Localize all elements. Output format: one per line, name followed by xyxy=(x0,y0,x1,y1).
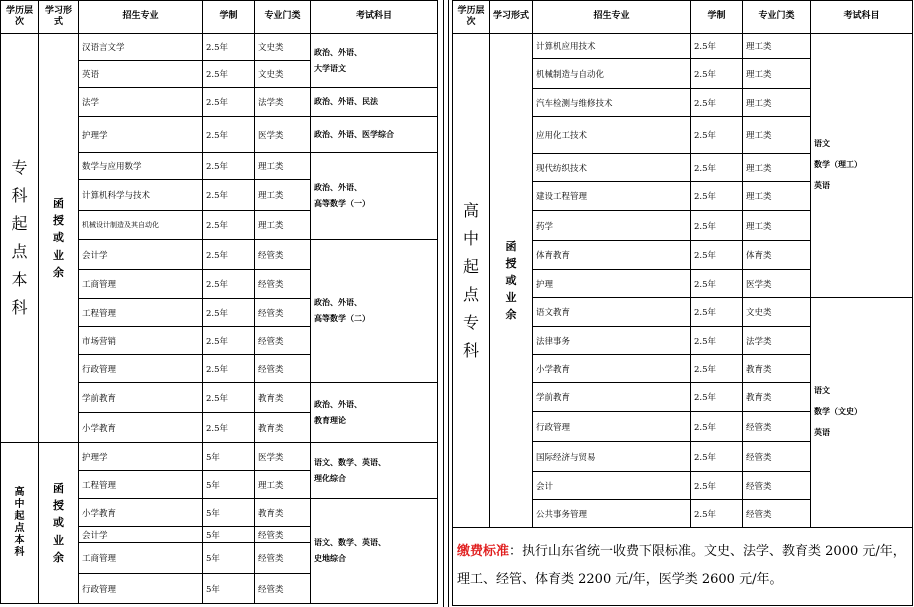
fee-cell xyxy=(453,528,913,606)
category-cell: 体育类 xyxy=(743,241,811,270)
exam-line: 语文、数学、英语、 xyxy=(314,538,386,547)
major-cell: 会计 xyxy=(533,472,691,500)
category-cell: 教育类 xyxy=(743,383,811,412)
exam-line: 教育理论 xyxy=(314,415,346,425)
major-cell: 建设工程管理 xyxy=(533,182,691,211)
years-cell: 2.5年 xyxy=(203,240,255,270)
years-cell: 2.5年 xyxy=(203,383,255,413)
exam-cell xyxy=(311,153,438,240)
level-label: 高中起点专科 xyxy=(463,200,480,360)
major-cell: 护理学 xyxy=(79,117,203,153)
header-major: 招生专业 xyxy=(533,1,691,34)
exam-line: 政治、外语、 xyxy=(314,47,362,57)
category-cell: 理工类 xyxy=(255,471,311,499)
major-cell: 计算机应用技术 xyxy=(533,34,691,59)
years-cell: 2.5年 xyxy=(691,241,743,270)
header-years: 学制 xyxy=(691,1,743,34)
header-category: 专业门类 xyxy=(743,1,811,34)
header-level: 学历层次 xyxy=(453,1,490,34)
major-cell: 法律事务 xyxy=(533,327,691,355)
header-exam: 考试科目 xyxy=(811,1,913,34)
major-cell: 数学与应用数学 xyxy=(79,153,203,180)
exam-cell xyxy=(811,34,913,298)
major-cell: 小学教育 xyxy=(533,355,691,383)
years-cell: 2.5年 xyxy=(203,153,255,180)
years-cell: 2.5年 xyxy=(203,34,255,61)
major-cell: 护理 xyxy=(533,270,691,298)
category-cell: 理工类 xyxy=(743,211,811,241)
exam-line: 语文 xyxy=(814,139,830,149)
fee-row xyxy=(453,528,913,606)
major-cell: 药学 xyxy=(533,211,691,241)
major-cell: 行政管理 xyxy=(79,355,203,383)
table-row xyxy=(1,34,438,61)
years-cell: 5年 xyxy=(203,499,255,527)
level-label: 专科起点本科 xyxy=(11,158,28,317)
years-cell: 2.5年 xyxy=(691,500,743,528)
years-cell: 5年 xyxy=(203,543,255,574)
exam-line: 英语 xyxy=(814,180,830,190)
header-level: 学历层次 xyxy=(1,1,39,34)
major-cell: 工商管理 xyxy=(79,543,203,574)
exam-line: 政治、外语、 xyxy=(314,183,362,192)
major-cell: 学前教育 xyxy=(79,383,203,413)
major-cell: 会计学 xyxy=(79,240,203,270)
major-cell: 工商管理 xyxy=(79,270,203,299)
exam-cell xyxy=(311,443,438,499)
exam-line: 理化综合 xyxy=(314,473,346,483)
category-cell: 经管类 xyxy=(743,500,811,528)
major-cell: 学前教育 xyxy=(533,383,691,412)
category-cell: 医学类 xyxy=(255,443,311,471)
major-cell: 汽车检测与维修技术 xyxy=(533,89,691,117)
category-cell: 教育类 xyxy=(743,355,811,383)
right-admission-table xyxy=(452,0,913,606)
category-cell: 理工类 xyxy=(743,182,811,211)
exam-line: 语文、数学、英语、 xyxy=(314,457,386,467)
header-exam: 考试科目 xyxy=(311,1,438,34)
exam-cell xyxy=(311,240,438,383)
mode-cell xyxy=(39,34,79,443)
category-cell: 理工类 xyxy=(255,153,311,180)
header-mode: 学习形式 xyxy=(490,1,533,34)
years-cell: 2.5年 xyxy=(691,89,743,117)
exam-cell: 政治、外语、民法 xyxy=(311,88,438,117)
years-cell: 2.5年 xyxy=(691,442,743,472)
category-cell: 理工类 xyxy=(743,89,811,117)
major-cell: 行政管理 xyxy=(79,574,203,604)
category-cell: 文史类 xyxy=(255,34,311,61)
major-cell: 机械设计制造及其自动化 xyxy=(79,211,203,240)
major-cell: 小学教育 xyxy=(79,413,203,443)
years-cell: 2.5年 xyxy=(203,355,255,383)
years-cell: 2.5年 xyxy=(691,34,743,59)
fee-text: ：执行山东省统一收费下限标准。文史、法学、教育类 2000 元/年，理工、经管、体育类 2200 元/年，医学类 2600 元/年。 xyxy=(457,544,906,587)
major-cell: 行政管理 xyxy=(533,412,691,442)
category-cell: 经管类 xyxy=(255,240,311,270)
major-cell: 现代纺织技术 xyxy=(533,154,691,182)
years-cell: 5年 xyxy=(203,471,255,499)
years-cell: 5年 xyxy=(203,574,255,604)
category-cell: 经管类 xyxy=(255,355,311,383)
years-cell: 5年 xyxy=(203,443,255,471)
level-cell xyxy=(1,34,39,443)
major-cell: 工程管理 xyxy=(79,471,203,499)
right-header-row xyxy=(453,1,913,34)
years-cell: 2.5年 xyxy=(203,88,255,117)
category-cell: 经管类 xyxy=(255,527,311,543)
exam-line: 语文 xyxy=(814,386,830,396)
header-mode: 学习形式 xyxy=(39,1,79,34)
major-cell: 体育教育 xyxy=(533,241,691,270)
page-divider xyxy=(443,0,449,607)
category-cell: 教育类 xyxy=(255,383,311,413)
category-cell: 法学类 xyxy=(743,327,811,355)
years-cell: 2.5年 xyxy=(691,211,743,241)
category-cell: 文史类 xyxy=(743,298,811,327)
mode-cell xyxy=(39,443,79,604)
exam-line: 政治、外语、 xyxy=(314,298,362,307)
major-cell: 英语 xyxy=(79,61,203,88)
category-cell: 教育类 xyxy=(255,413,311,443)
category-cell: 法学类 xyxy=(255,88,311,117)
level-cell xyxy=(453,34,490,528)
years-cell: 2.5年 xyxy=(203,61,255,88)
years-cell: 2.5年 xyxy=(203,413,255,443)
category-cell: 理工类 xyxy=(743,117,811,154)
years-cell: 5年 xyxy=(203,527,255,543)
exam-cell: 政治、外语、医学综合 xyxy=(311,117,438,153)
years-cell: 2.5年 xyxy=(203,270,255,299)
years-cell: 2.5年 xyxy=(691,383,743,412)
major-cell: 语文教育 xyxy=(533,298,691,327)
mode-label: 函授或业余 xyxy=(505,239,517,322)
major-cell: 汉语言文学 xyxy=(79,34,203,61)
major-cell: 小学教育 xyxy=(79,499,203,527)
exam-line: 数学（文史） xyxy=(814,407,862,417)
major-cell: 护理学 xyxy=(79,443,203,471)
header-major: 招生专业 xyxy=(79,1,203,34)
years-cell: 2.5年 xyxy=(203,211,255,240)
header-years: 学制 xyxy=(203,1,255,34)
table-row xyxy=(453,34,913,59)
category-cell: 医学类 xyxy=(743,270,811,298)
years-cell: 2.5年 xyxy=(203,117,255,153)
exam-line: 大学语文 xyxy=(314,63,346,73)
category-cell: 经管类 xyxy=(255,574,311,604)
exam-cell xyxy=(811,298,913,528)
exam-line: 数学（理工） xyxy=(814,160,862,170)
mode-cell xyxy=(490,34,533,528)
exam-line: 政治、外语、 xyxy=(314,399,362,409)
major-cell: 法学 xyxy=(79,88,203,117)
left-admission-table xyxy=(0,0,438,604)
category-cell: 理工类 xyxy=(743,34,811,59)
category-cell: 经管类 xyxy=(255,299,311,327)
years-cell: 2.5年 xyxy=(203,327,255,355)
left-header-row xyxy=(1,1,438,34)
exam-line: 高等数学（一） xyxy=(314,199,370,208)
years-cell: 2.5年 xyxy=(691,472,743,500)
header-category: 专业门类 xyxy=(255,1,311,34)
major-cell: 工程管理 xyxy=(79,299,203,327)
category-cell: 经管类 xyxy=(255,543,311,574)
category-cell: 经管类 xyxy=(255,327,311,355)
exam-line: 史地综合 xyxy=(314,554,346,563)
category-cell: 经管类 xyxy=(255,270,311,299)
mode-label: 函授或业余 xyxy=(53,197,64,279)
major-cell: 市场营销 xyxy=(79,327,203,355)
category-cell: 经管类 xyxy=(743,412,811,442)
exam-line: 高等数学（二） xyxy=(314,314,370,323)
category-cell: 医学类 xyxy=(255,117,311,153)
major-cell: 会计学 xyxy=(79,527,203,543)
years-cell: 2.5年 xyxy=(691,298,743,327)
level-cell xyxy=(1,443,39,604)
category-cell: 经管类 xyxy=(743,472,811,500)
years-cell: 2.5年 xyxy=(691,117,743,154)
exam-cell xyxy=(311,499,438,604)
years-cell: 2.5年 xyxy=(203,299,255,327)
category-cell: 经管类 xyxy=(743,442,811,472)
major-cell: 机械制造与自动化 xyxy=(533,59,691,89)
category-cell: 文史类 xyxy=(255,61,311,88)
years-cell: 2.5年 xyxy=(691,355,743,383)
major-cell: 国际经济与贸易 xyxy=(533,442,691,472)
table-row xyxy=(1,443,438,471)
category-cell: 教育类 xyxy=(255,499,311,527)
exam-cell xyxy=(311,34,438,88)
years-cell: 2.5年 xyxy=(203,180,255,211)
category-cell: 理工类 xyxy=(743,154,811,182)
years-cell: 2.5年 xyxy=(691,270,743,298)
years-cell: 2.5年 xyxy=(691,182,743,211)
exam-line: 英语 xyxy=(814,427,830,437)
category-cell: 理工类 xyxy=(743,59,811,89)
years-cell: 2.5年 xyxy=(691,154,743,182)
mode-label: 函授或业余 xyxy=(53,482,64,564)
category-cell: 理工类 xyxy=(255,211,311,240)
years-cell: 2.5年 xyxy=(691,412,743,442)
category-cell: 理工类 xyxy=(255,180,311,211)
major-cell: 计算机科学与技术 xyxy=(79,180,203,211)
years-cell: 2.5年 xyxy=(691,327,743,355)
exam-cell xyxy=(311,383,438,443)
level-label: 高中起点本科 xyxy=(14,487,25,558)
major-cell: 应用化工技术 xyxy=(533,117,691,154)
fee-label: 缴费标准 xyxy=(457,544,510,559)
years-cell: 2.5年 xyxy=(691,59,743,89)
major-cell: 公共事务管理 xyxy=(533,500,691,528)
